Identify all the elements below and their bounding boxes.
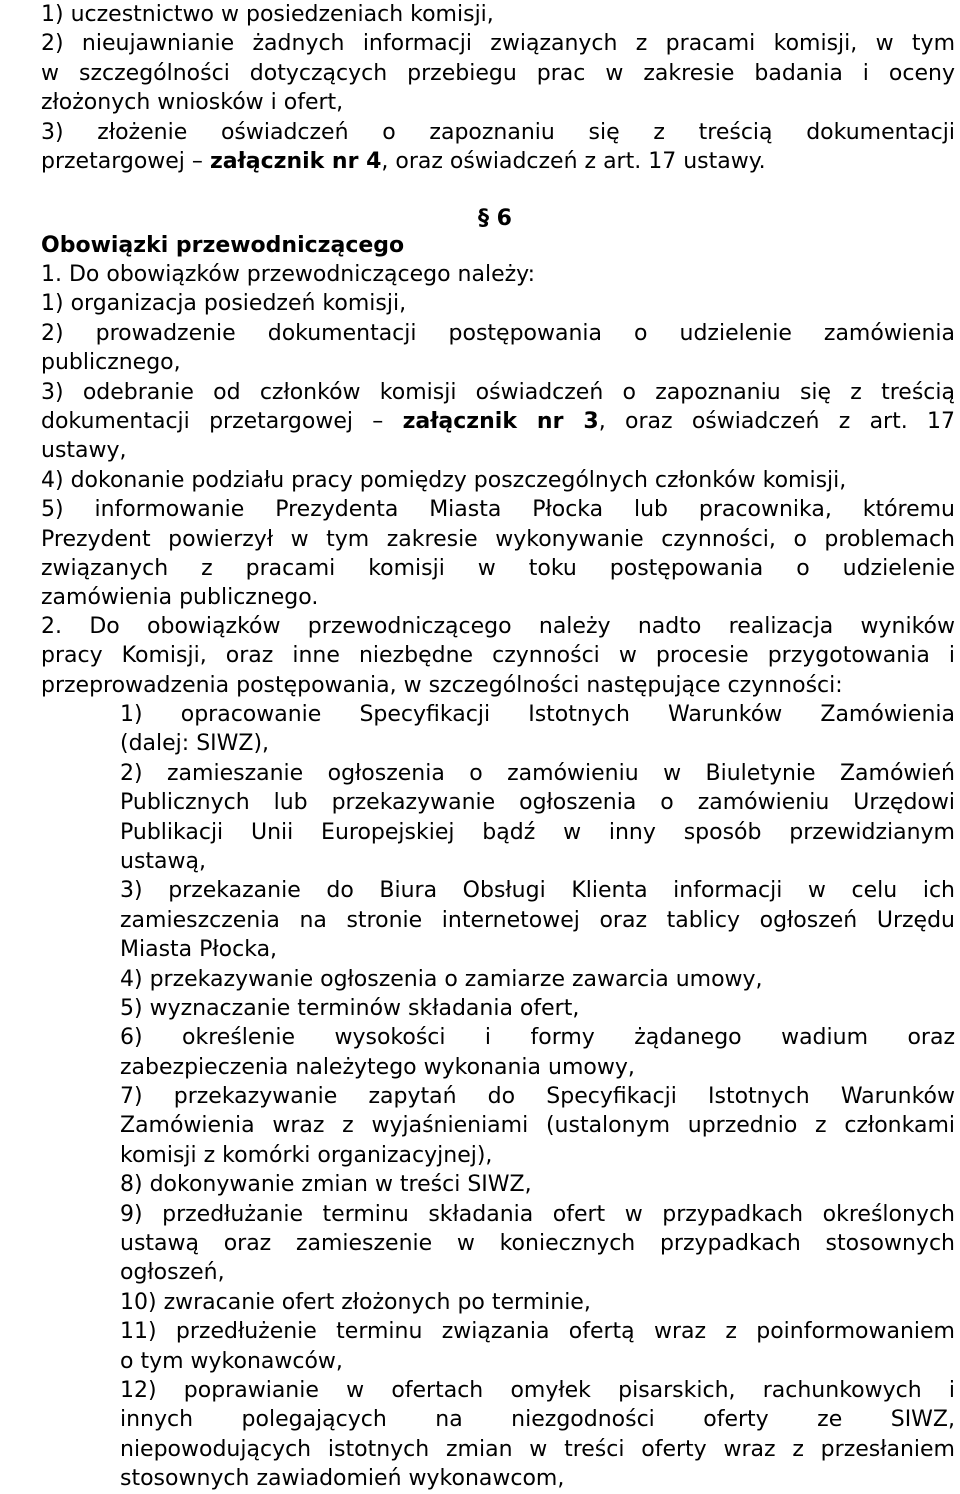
text: dokumentacji przetargowej <box>41 408 353 434</box>
list-item: Miasta Płocka, <box>120 937 278 963</box>
list-item: 2) prowadzenie dokumentacji postępowania o udzielenie zamówienia <box>41 320 955 346</box>
list-item: zabezpieczenia należytego wykonania umowy, <box>120 1054 635 1080</box>
section-sign: § <box>478 206 489 231</box>
text: , oraz oświadczeń z art. 17 <box>598 408 956 434</box>
list-item: 4) przekazywanie ogłoszenia o zamiarze zawarcia umowy, <box>120 966 763 992</box>
list-item: komisji z komórki organizacyjnej), <box>120 1142 493 1168</box>
list-item: Zamówienia wraz z wyjaśnieniami (ustalonym uprzednio z członkami <box>120 1113 955 1139</box>
list-item: zamieszczenia na stronie internetowej oraz tablicy ogłoszeń Urzędu <box>120 907 955 933</box>
list-item: publicznego, <box>41 350 181 376</box>
list-item: stosownych zawiadomień wykonawcom, <box>120 1466 565 1492</box>
list-item: 1) uczestnictwo w posiedzeniach komisji, <box>41 2 494 27</box>
list-item: przetargowej – załącznik nr 4, oraz oświadczeń z art. 17 ustawy. <box>41 148 766 174</box>
list-item: 1. Do obowiązków przewodniczącego należy: <box>41 262 535 287</box>
list-item: dokumentacji przetargowej – załącznik nr 3, oraz oświadczeń z art. 17 <box>41 408 956 434</box>
attachment-ref: załącznik nr 4 <box>209 148 382 174</box>
list-item: Publikacji Unii Europejskiej bądź w inny sposób przewidzianym <box>120 819 955 845</box>
list-item: 4) dokonanie podziału pracy pomiędzy poszczególnych członków komisji, <box>41 467 847 493</box>
list-item: pracy Komisji, oraz inne niezbędne czynności w procesie przygotowania i <box>41 643 955 669</box>
list-item: 5) wyznaczanie terminów składania ofert, <box>120 995 580 1021</box>
list-item: Prezydent powierzył w tym zakresie wykonywanie czynności, o problemach <box>41 526 955 552</box>
attachment-ref: załącznik nr 3 <box>402 408 599 434</box>
text: przetargowej <box>41 148 185 174</box>
list-item: innych polegających na niezgodności oferty ze SIWZ, <box>120 1407 955 1433</box>
list-item: ustawą, <box>120 848 206 874</box>
list-item: 6) określenie wysokości i formy żądanego wadium oraz <box>120 1025 955 1051</box>
duties-list <box>120 700 955 1494</box>
list-item: związanych z pracami komisji w toku postępowania o udzielenie <box>41 555 955 581</box>
top-list <box>41 0 955 176</box>
section-heading-wrap <box>41 231 955 260</box>
text: , oraz oświadczeń z art. 17 ustawy. <box>381 148 766 174</box>
list-item: o tym wykonawców, <box>120 1348 343 1374</box>
list-item: 2. Do obowiązków przewodniczącego należy nadto realizacja wyników <box>41 614 955 639</box>
list-item: 10) zwracanie ofert złożonych po terminie, <box>120 1289 591 1315</box>
paragraph-2 <box>41 612 955 700</box>
list-item: 1) opracowanie Specyfikacji Istotnych Warunków Zamówienia <box>120 702 955 727</box>
list-item: 7) przekazywanie zapytań do Specyfikacji Istotnych Warunków <box>120 1084 955 1110</box>
list-item: Publicznych lub przekazywanie ogłoszenia o zamówieniu Urzędowi <box>120 790 955 816</box>
section-number <box>478 204 512 233</box>
list-item: ustawy, <box>41 438 127 464</box>
list-item: 12) poprawianie w ofertach omyłek pisarskich, rachunkowych i <box>120 1377 955 1403</box>
list-item: 3) złożenie oświadczeń o zapoznaniu się z treścią dokumentacji <box>41 119 955 145</box>
list-item: 3) przekazanie do Biura Obsługi Klienta informacji w celu ich <box>120 878 955 904</box>
list-item: (dalej: SIWZ), <box>120 731 270 757</box>
list-item: 5) informowanie Prezydenta Miasta Płocka lub pracownika, któremu <box>41 497 955 523</box>
section-num: 6 <box>496 206 512 231</box>
paragraph-1 <box>41 260 955 613</box>
list-item: 8) dokonywanie zmian w treści SIWZ, <box>120 1172 532 1198</box>
list-item: 9) przedłużanie terminu składania ofert w przypadkach określonych <box>120 1201 955 1227</box>
list-item: 2) nieujawnianie żadnych informacji związanych z pracami komisji, w tym <box>41 31 955 57</box>
list-item: zamówienia publicznego. <box>41 585 319 611</box>
list-item: ogłoszeń, <box>120 1260 225 1286</box>
section-heading: Obowiązki przewodniczącego <box>41 233 405 258</box>
list-item: w szczególności dotyczących przebiegu prac w zakresie badania i oceny <box>41 60 955 86</box>
list-item: ustawą oraz zamieszenie w koniecznych przypadkach stosownych <box>120 1231 955 1257</box>
list-item: 3) odebranie od członków komisji oświadczeń o zapoznaniu się z treścią <box>41 379 955 405</box>
list-item: niepowodujących istotnych zmian w treści oferty wraz z przesłaniem <box>120 1436 955 1462</box>
list-item: złożonych wniosków i ofert, <box>41 90 344 116</box>
list-item: 2) zamieszanie ogłoszenia o zamówieniu w Biuletynie Zamówień <box>120 760 955 786</box>
list-item: 1) organizacja posiedzeń komisji, <box>41 291 407 317</box>
list-item: 11) przedłużenie terminu związania ofertą wraz z poinformowaniem <box>120 1319 955 1345</box>
list-item: przeprowadzenia postępowania, w szczególności następujące czynności: <box>41 672 843 698</box>
